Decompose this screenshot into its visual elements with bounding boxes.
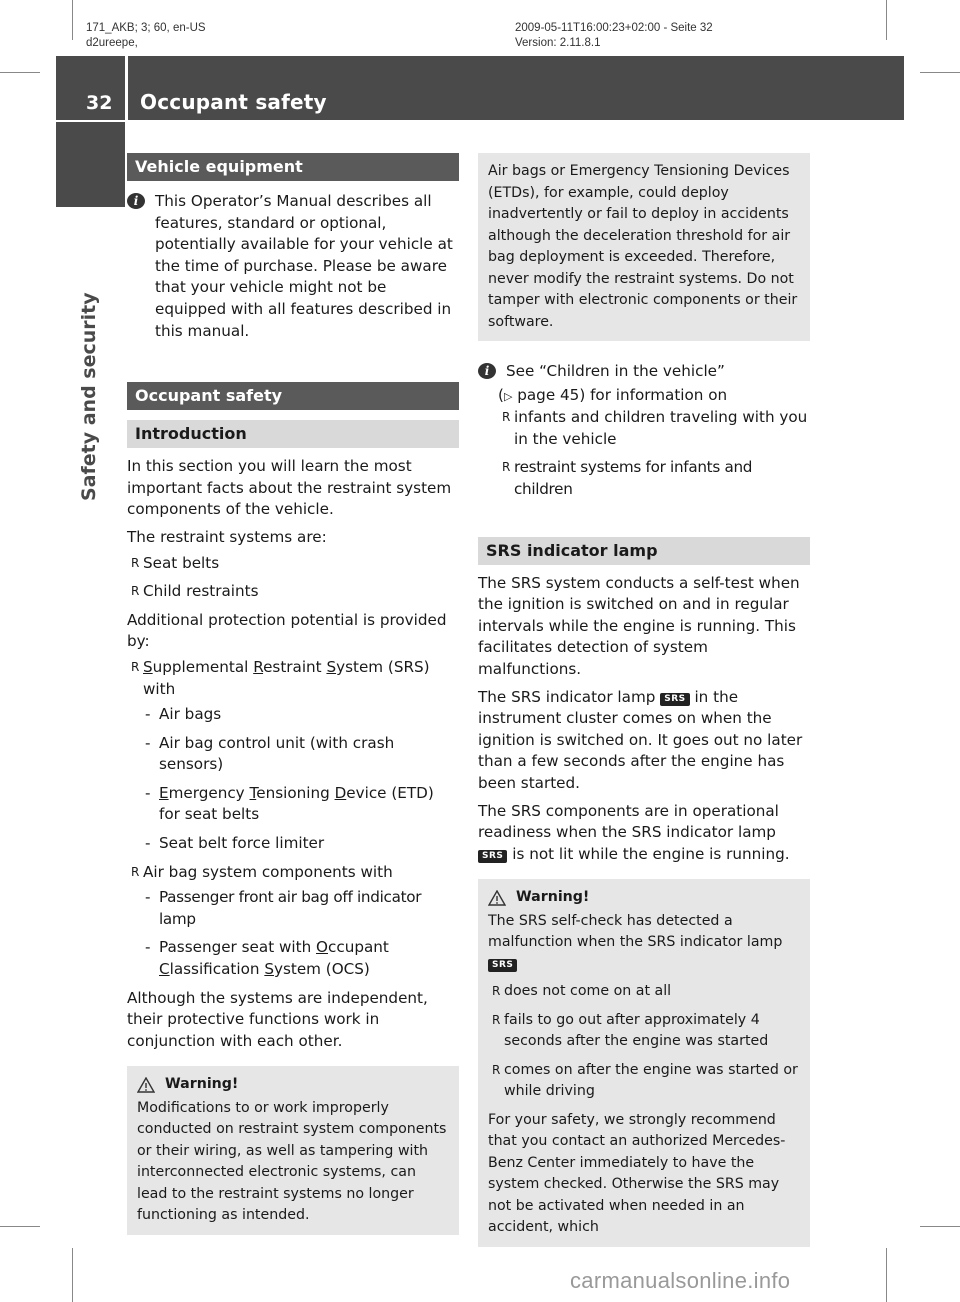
list-item: R restraint systems for infants and children	[498, 457, 810, 500]
warning-title: Warning!	[516, 889, 590, 906]
crop-mark	[886, 0, 887, 40]
underlined-letter: O	[316, 938, 328, 957]
meta-line: 171_AKB; 3; 60, en-US	[86, 22, 206, 34]
warning-list	[488, 981, 800, 1103]
warning-text: Air bags or Emergency Tensioning Devices (ETDs), for example, could deploy inadvertently or fail to deploy in accidents although the deceleration threshold for air bag deployment is exceeded. Therefore, never modify the restraint systems. Do not tamper with electronic components or their software.	[488, 163, 798, 330]
underlined-letter: T	[249, 783, 257, 802]
underlined-letter: E	[159, 783, 169, 802]
underlined-letter: S	[326, 657, 337, 676]
right-column	[478, 153, 810, 1247]
text: ystem (OCS)	[273, 960, 370, 979]
text: is not lit while the engine is running.	[507, 844, 790, 863]
list-item: R comes on after the engine was started or while driving	[488, 1060, 800, 1103]
crop-mark	[0, 72, 40, 73]
page-ref-arrow-icon: ▷	[503, 389, 513, 403]
info-note	[478, 361, 810, 383]
cross-reference[interactable]	[478, 385, 810, 408]
left-column	[127, 153, 459, 1235]
warning-heading	[488, 887, 800, 909]
text: ystem (SRS) with	[143, 657, 430, 698]
page-number: 32	[86, 92, 113, 114]
crop-mark	[920, 1226, 960, 1227]
srs-lamp-icon: SRS	[488, 959, 517, 972]
text: upplemental	[152, 657, 254, 676]
list-item-srs	[127, 657, 459, 855]
info-icon: i	[478, 363, 496, 379]
underlined-letter: S	[143, 657, 153, 676]
paragraph: Additional protection potential is provided by:	[127, 610, 447, 651]
underlined-letter: R	[253, 657, 264, 676]
crop-mark	[886, 1248, 887, 1302]
paragraph: The restraint systems are:	[127, 527, 327, 546]
crop-mark	[72, 1248, 73, 1302]
print-meta-right	[515, 21, 713, 51]
paragraph: Although the systems are independent, their protective functions work in conjunction with each other.	[127, 988, 428, 1050]
sublist-item: - Seat belt force limiter	[143, 833, 459, 855]
list-item: R Seat belts	[127, 553, 459, 575]
sublist-item: - Air bags	[143, 704, 459, 726]
paragraph: The SRS system conducts a self-test when the ignition is switched on and in regular intervals while the engine is running. This facilitates detection of system malfunctions.	[478, 573, 800, 678]
text: in the instrument cluster comes on when the ignition is switched on. It goes out no later than a few seconds after the engine has been started.	[478, 687, 803, 792]
text: mergency	[168, 783, 250, 802]
sublist-item-ocs	[143, 937, 459, 980]
underlined-letter: S	[264, 960, 274, 979]
subsection-heading-srs-indicator-lamp: SRS indicator lamp	[478, 537, 810, 565]
crop-mark	[0, 1226, 40, 1227]
warning-title: Warning!	[165, 1076, 239, 1093]
print-meta-left	[86, 21, 206, 51]
side-label-text: Safety and security	[78, 292, 100, 501]
text: The SRS indicator lamp	[478, 687, 661, 706]
paragraph	[478, 801, 810, 866]
list-item: R infants and children traveling with you in the vehicle	[498, 407, 810, 450]
crop-mark	[920, 72, 960, 73]
text: estraint	[263, 657, 327, 676]
protection-list	[127, 657, 459, 981]
text: The SRS components are in operational readiness when the SRS indicator lamp	[478, 801, 779, 842]
info-icon: i	[127, 193, 145, 209]
meta-line: d2ureepe,	[86, 37, 138, 49]
text: page 45) for information on	[512, 385, 728, 404]
text: ccupant	[328, 938, 389, 957]
underlined-letter: D	[334, 783, 347, 802]
watermark: carmanualsonline.info	[570, 1268, 791, 1293]
subsection-heading-introduction: Introduction	[127, 420, 459, 448]
chapter-title: Occupant safety	[140, 90, 327, 114]
warning-box	[127, 1066, 459, 1235]
sublist-item: - Passenger front air bag off indicator lamp	[143, 887, 459, 930]
section-heading-occupant-safety: Occupant safety	[127, 382, 459, 410]
warning-triangle-icon	[488, 890, 506, 906]
text: ensioning	[256, 783, 335, 802]
meta-line: 2009-05-11T16:00:23+02:00 - Seite 32	[515, 22, 713, 34]
paragraph	[478, 687, 810, 795]
list-item-airbag-components	[127, 862, 459, 981]
info-note	[127, 191, 459, 342]
paragraph: In this section you will learn the most important facts about the restraint system components of the vehicle.	[127, 457, 452, 519]
restraint-list	[127, 553, 459, 603]
note-text: This Operator’s Manual describes all features, standard or optional, potentially available for your vehicle at the time of purchase. Please be aware that your vehicle might not be equipped with all features described in this manual.	[155, 192, 453, 340]
warning-triangle-icon	[137, 1077, 155, 1093]
text: (	[498, 385, 504, 404]
text: Passenger seat with	[159, 938, 317, 957]
list-item: R Child restraints	[127, 581, 459, 603]
crop-mark	[72, 0, 73, 40]
header-divider	[125, 56, 128, 120]
sublist-item-etd	[143, 783, 459, 826]
side-tab-block	[56, 122, 125, 210]
srs-line	[143, 658, 430, 698]
srs-sublist	[143, 704, 459, 855]
airbag-sublist	[143, 887, 459, 980]
warning-box	[478, 879, 810, 1247]
section-heading-vehicle-equipment: Vehicle equipment	[127, 153, 459, 181]
list-item: R fails to go out after approximately 4 seconds after the engine was started	[488, 1010, 800, 1053]
sublist-item: - Air bag control unit (with crash sensors)	[143, 733, 459, 776]
warning-intro: The SRS self-check has detected a malfunction when the SRS indicator lamp	[488, 912, 783, 951]
info-list	[478, 407, 810, 500]
srs-lamp-icon: SRS	[478, 850, 507, 863]
list-item: R does not come on at all	[488, 981, 800, 1003]
note-text: See “Children in the vehicle”	[506, 362, 725, 380]
meta-line: Version: 2.11.8.1	[515, 37, 601, 49]
text: evice (ETD) for seat belts	[159, 783, 434, 824]
srs-lamp-icon: SRS	[660, 693, 689, 706]
underlined-letter: C	[159, 960, 170, 979]
text: lassification	[169, 960, 265, 979]
warning-text: Modifications to or work improperly conducted on restraint system components or their wiring, as well as tampering with interconnected electronic systems, can lead to the restraint systems no longer functioning as intended.	[137, 1099, 447, 1224]
warning-heading	[137, 1074, 449, 1096]
text: Air bag system components with	[143, 862, 393, 881]
warning-text: For your safety, we strongly recommend that you contact an authorized Mercedes-Benz Center immediately to have the system checked. Otherwise the SRS may not be activated when needed in an accident, which	[488, 1111, 786, 1236]
srs-symbol-line	[488, 954, 800, 976]
continued-warning-box	[478, 153, 810, 341]
